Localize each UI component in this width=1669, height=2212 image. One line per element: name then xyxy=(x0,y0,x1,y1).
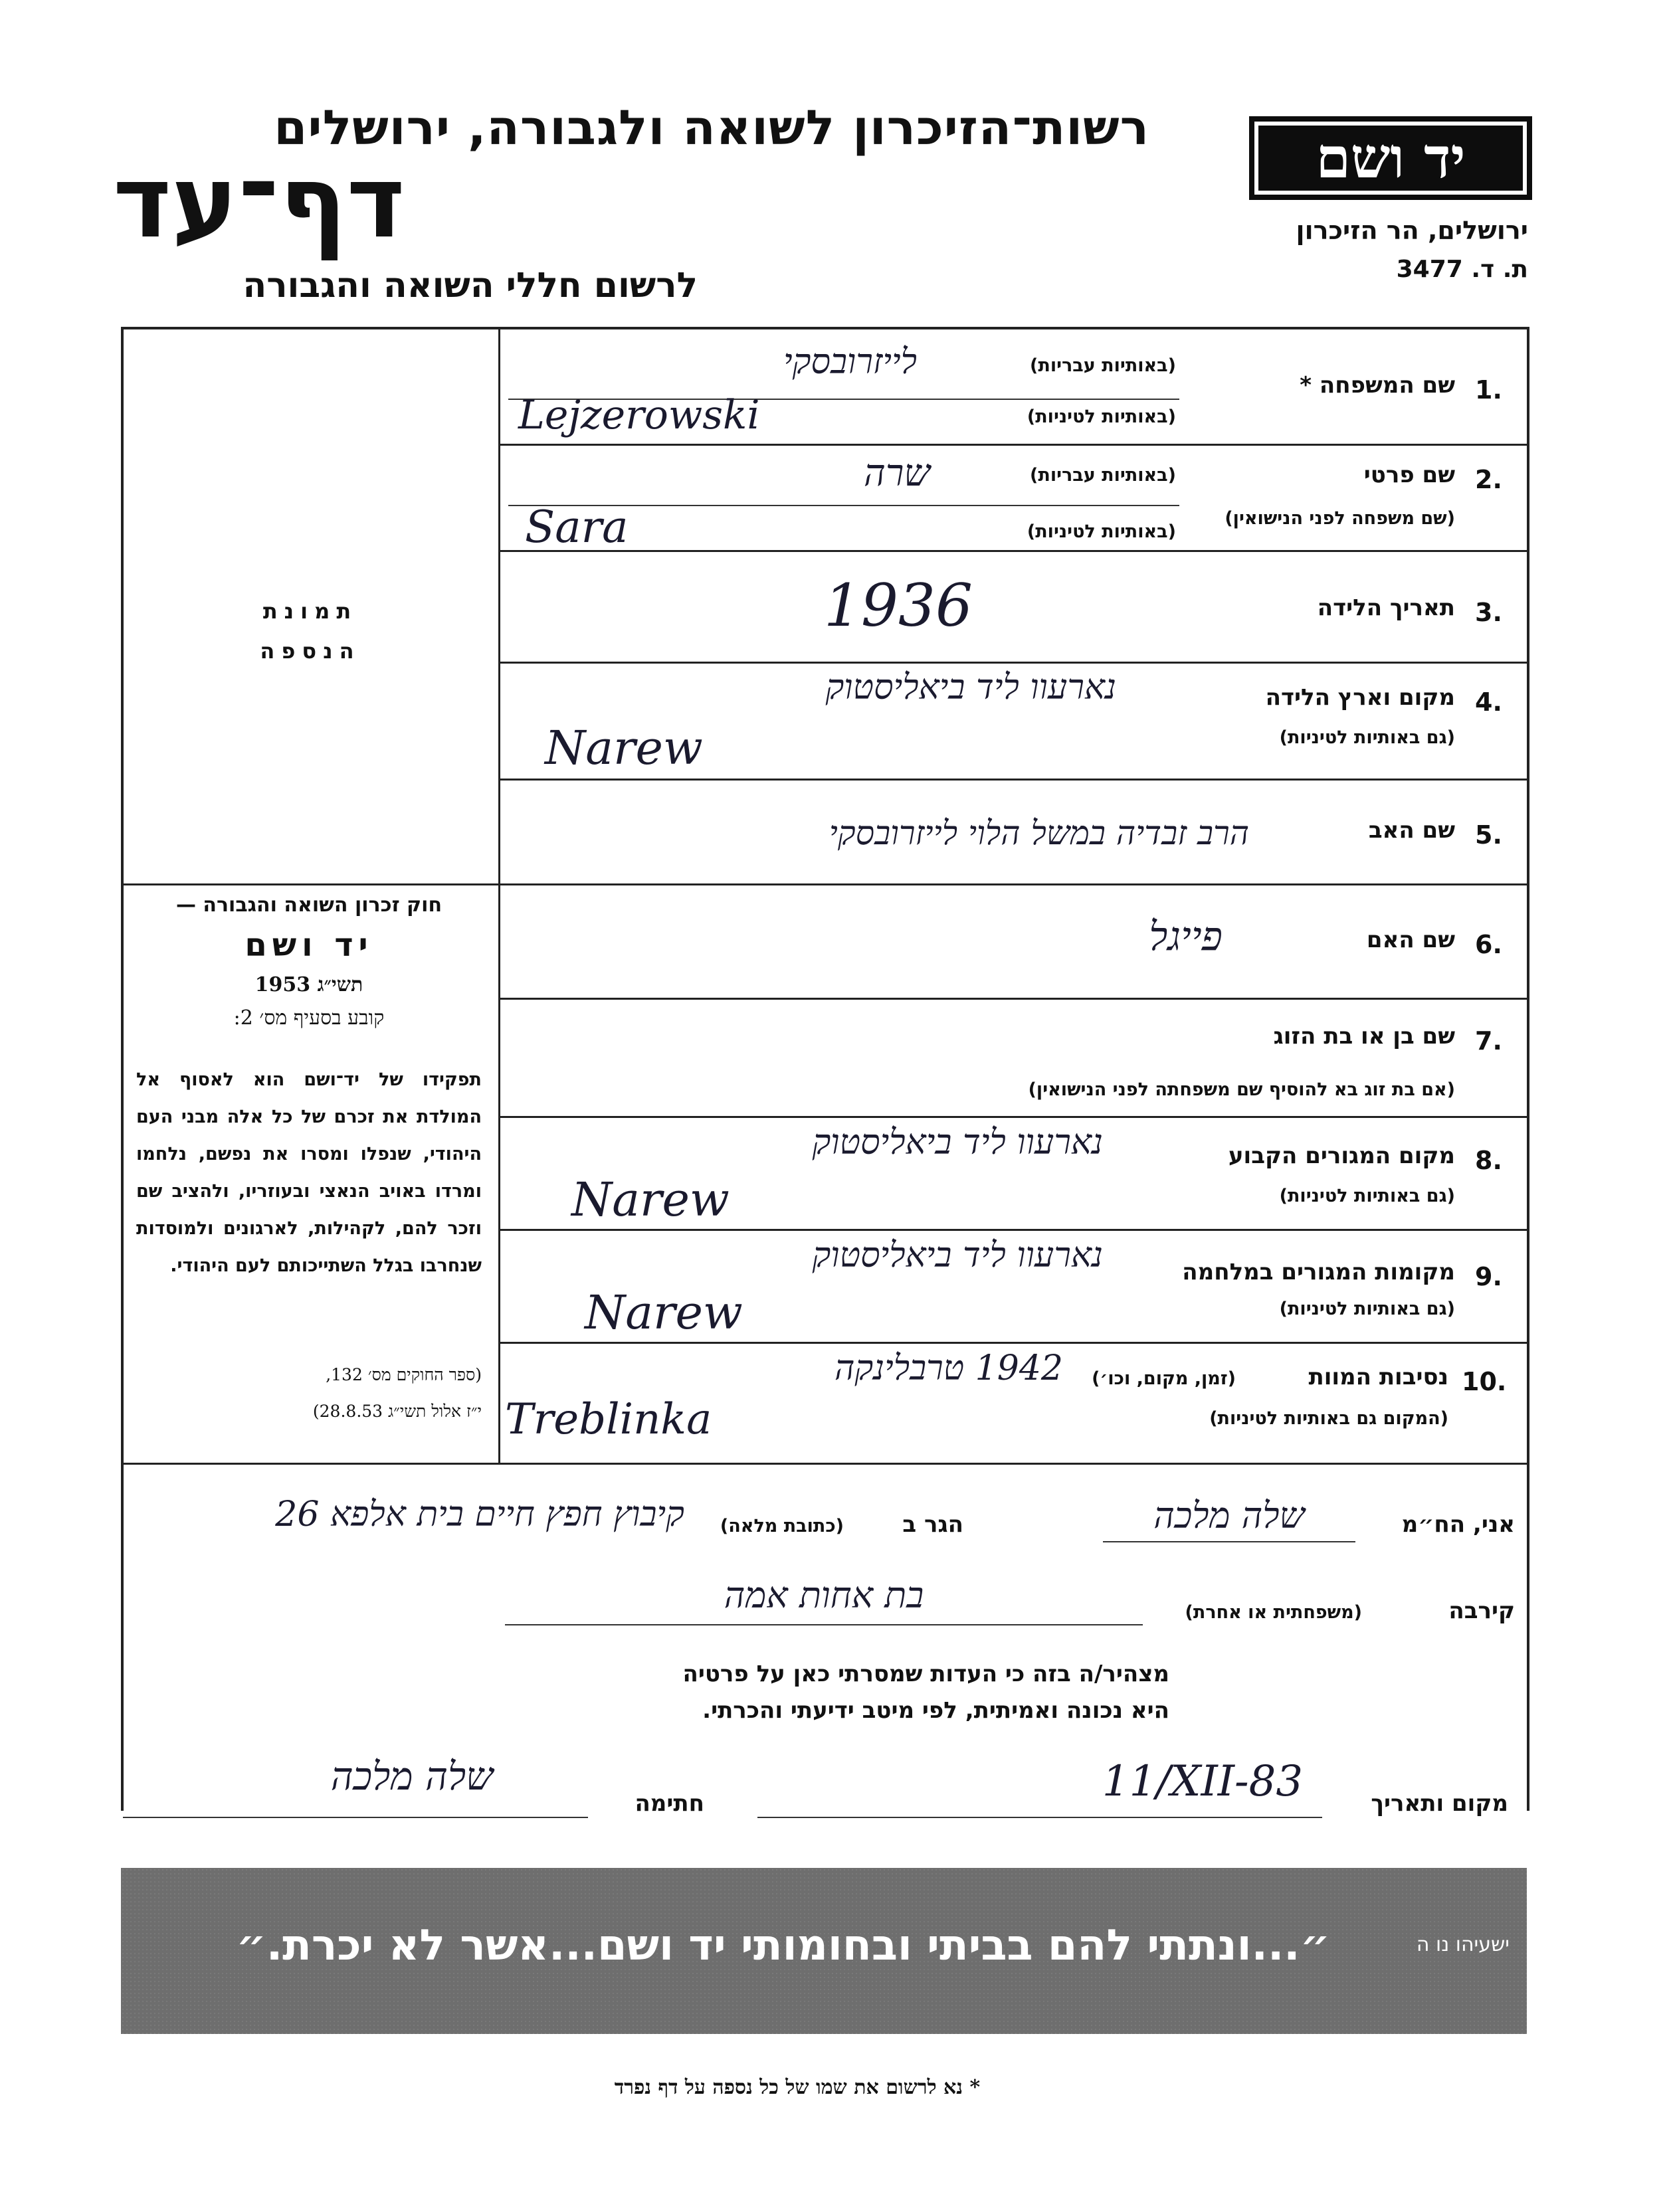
field-number: 9. xyxy=(1475,1262,1502,1291)
field-note-death: (המקום גם באותיות לטיניות) xyxy=(1209,1408,1448,1429)
declarant-name-value[interactable]: שלה מלכה xyxy=(1153,1495,1305,1536)
relation-label: קירבה xyxy=(1448,1598,1515,1624)
law-year: תשי״ג 1953 xyxy=(254,973,363,996)
field-label-spouse: שם בן או בת הזוג xyxy=(1273,1023,1455,1050)
photo-label-1: תמונת xyxy=(262,599,358,624)
law-ref-2: י״ז אלול תשי״ג 28.8.53) xyxy=(312,1402,482,1421)
place-date-value[interactable]: 11/XII-83 xyxy=(1102,1757,1304,1806)
law-text: תפקידו של יד־ושם הוא לאסוף אל המולדת את זכרם של כל אלה מבני העם היהודי, שנפלו ומסרו את נפשם, נלחמו ומרדו באויב הנאצי ובעוזריו, ולהציב שם וזכר להם, לקהילות, לארגונים ולמוסדות שנחרבו בגלל השתייכותם לעם היהודי. xyxy=(136,1069,482,1276)
field-note-latin: (גם באותיות לטיניות) xyxy=(1279,727,1455,748)
field-sub-hebrew: (באותיות עבריות) xyxy=(1030,355,1176,376)
signature-label: חתימה xyxy=(635,1790,704,1817)
field-number: 6. xyxy=(1475,930,1502,959)
address-value[interactable]: קיבוץ חפץ חיים בית אלפא 26 xyxy=(275,1495,684,1534)
field-number: 8. xyxy=(1475,1146,1502,1175)
field-sub-latin: (באותיות לטיניות) xyxy=(1027,521,1176,542)
field-label-birth-date: תאריך הלידה xyxy=(1317,595,1455,621)
wartime-latin-value[interactable]: Narew xyxy=(585,1285,743,1340)
row-divider xyxy=(498,883,1527,885)
footnote: * נא לרשום את שמו של כל נספה על דף נפרד xyxy=(614,2076,981,2099)
declarant-label: אני, הח״מ xyxy=(1401,1511,1515,1538)
row-divider xyxy=(498,662,1527,664)
relation-value[interactable]: בת אחות אמה xyxy=(724,1574,924,1616)
photo-placeholder xyxy=(121,591,500,671)
field-label-birth-place: מקום וארץ הלידה xyxy=(1265,684,1455,711)
field-label-surname: שם המשפחה * xyxy=(1300,372,1455,399)
death-circumstances-value[interactable]: 1942 טרבלינקה xyxy=(834,1348,1063,1388)
field-number: 4. xyxy=(1475,688,1502,717)
first-name-hebrew-value[interactable]: שרה xyxy=(864,452,930,495)
field-label-father: שם האב xyxy=(1368,817,1455,844)
field-note-latin: (גם באותיות לטיניות) xyxy=(1279,1186,1455,1206)
mother-name-value[interactable]: פייגל xyxy=(1149,913,1223,960)
signature-value[interactable]: שלה מלכה xyxy=(330,1754,494,1799)
place-date-label: מקום ותאריך xyxy=(1371,1790,1508,1817)
row-divider xyxy=(498,1229,1527,1231)
resides-label: הגר ב xyxy=(902,1511,963,1538)
law-name: יד ושם xyxy=(245,927,373,964)
father-name-value[interactable]: הרב זבדיה במשל הלוי לייזרובסקי xyxy=(829,814,1249,852)
page-subtitle: לרשום חללי השואה והגבורה xyxy=(243,266,698,306)
banner-source: ישעיהו נו ה xyxy=(1416,1933,1510,1956)
quote-banner xyxy=(121,1868,1527,2034)
field-number: 1. xyxy=(1475,375,1502,405)
field-label-death-sub: (זמן, מקום, וכו׳) xyxy=(1092,1368,1236,1389)
row-divider xyxy=(498,779,1527,781)
field-number: 3. xyxy=(1475,598,1502,627)
field-number: 10. xyxy=(1462,1367,1507,1396)
field-label-death: נסיבות המוות xyxy=(1308,1364,1448,1390)
logo-text: יד ושם xyxy=(1316,125,1466,191)
po-box: ת. ד. 3477 xyxy=(1396,256,1528,283)
signature-line xyxy=(123,1817,588,1818)
relation-sub: (משפחתית או אחרת) xyxy=(1185,1602,1362,1623)
place-date-line xyxy=(757,1817,1322,1818)
field-sub-latin: (באותיות לטיניות) xyxy=(1027,407,1176,427)
first-name-latin-value[interactable]: Sara xyxy=(525,502,629,553)
field-number: 2. xyxy=(1475,465,1502,494)
residence-hebrew-value[interactable]: נארעוו ליד ביאליסטוק xyxy=(812,1123,1103,1162)
address-label: (כתובת מלאה) xyxy=(720,1516,844,1536)
surname-hebrew-value[interactable]: לייזרובסקי xyxy=(783,342,917,382)
row-divider xyxy=(498,1116,1527,1118)
photo-divider xyxy=(121,883,500,885)
field-label-first-name: שם פרטי xyxy=(1363,462,1455,488)
row-divider xyxy=(498,444,1527,446)
row-divider xyxy=(498,1342,1527,1344)
declaration-text-2: היא נכונה ואמיתית, לפי מיטב ידיעתי והכרתי. xyxy=(702,1697,1169,1724)
field-label-wartime-residence: מקומות המגורים במלחמה xyxy=(1182,1259,1455,1285)
banner-quote: ״...ונתתי להם בביתי ובחומותי יד ושם...אשר לא יכרת.״ xyxy=(236,1921,1330,1970)
section-divider xyxy=(121,1463,1527,1465)
birth-date-value[interactable]: 1936 xyxy=(824,571,973,640)
page-title: דף־עד xyxy=(113,145,405,260)
field-note-latin: (גם באותיות לטיניות) xyxy=(1279,1299,1455,1319)
wartime-hebrew-value[interactable]: נארעוו ליד ביאליסטוק xyxy=(812,1236,1103,1275)
field-number: 5. xyxy=(1475,820,1502,850)
relation-line xyxy=(505,1624,1143,1625)
field-note-maiden: (שם משפחה לפני הנישואין) xyxy=(1225,508,1455,529)
birth-place-hebrew-value[interactable]: נארעוו ליד ביאליסטוק xyxy=(825,668,1116,707)
residence-latin-value[interactable]: Narew xyxy=(571,1172,730,1227)
column-divider xyxy=(498,327,500,1463)
field-number: 7. xyxy=(1475,1026,1502,1056)
declarant-line xyxy=(1103,1541,1355,1542)
row-divider xyxy=(498,998,1527,1000)
yad-vashem-logo xyxy=(1249,116,1532,200)
death-place-latin-value[interactable]: Treblinka xyxy=(505,1395,712,1444)
address: ירושלים, הר הזיכרון xyxy=(1296,216,1528,245)
field-label-mother: שם האם xyxy=(1366,927,1455,953)
law-title: חוק זכרון השואה והגבורה — xyxy=(175,893,442,917)
field-sub-hebrew: (באותיות עבריות) xyxy=(1030,465,1176,486)
birth-place-latin-value[interactable]: Narew xyxy=(545,721,703,775)
photo-label-2: הנספה xyxy=(260,638,361,664)
declaration-text-1: מצהיר/ה בזה כי העדות שמסרתי כאן על פרטיה xyxy=(682,1661,1169,1687)
law-section: קובע בסעיף מס׳ 2: xyxy=(233,1006,385,1030)
surname-latin-value[interactable]: Lejzerowski xyxy=(518,392,760,438)
law-ref-1: (ספר החוקים מס׳ 132, xyxy=(326,1365,482,1384)
field-note-spouse: (אם בת זוג בא להוסיף שם משפחתה לפני הנישואין) xyxy=(1028,1079,1455,1100)
field-label-residence: מקום המגורים הקבוע xyxy=(1228,1143,1455,1169)
authority-heading: רשות־הזיכרון לשואה ולגבורה, ירושלים xyxy=(274,100,1149,155)
